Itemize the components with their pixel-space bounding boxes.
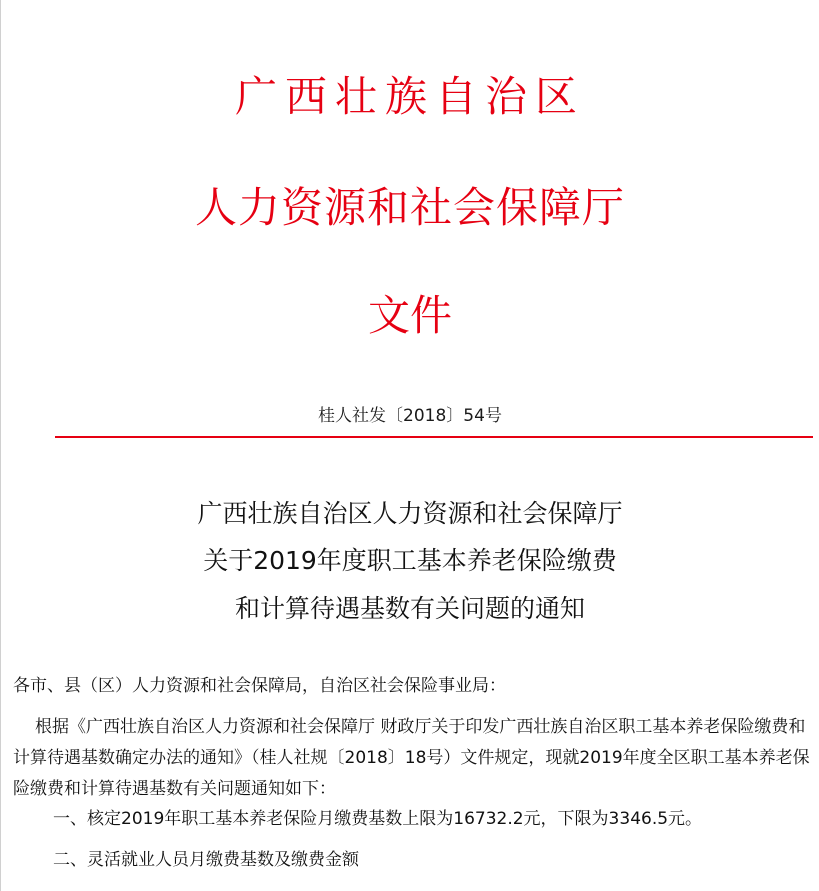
list-item-1: 一、核定2019年职工基本养老保险月缴费基数上限为16732.2元，下限为3346.5元。 (53, 809, 703, 829)
notice-title-line2: 关于2019年度职工基本养老保险缴费 (203, 546, 617, 575)
body-paragraph: 根据《广西壮族自治区人力资源和社会保障厅 财政厅关于印发广西壮族自治区职工基本养老保险缴费和计算待遇基数确定办法的通知》（桂人社规〔2018〕18号）文件规定，现就2019年度全区职工基本养老保险缴费和计算待遇基数有关问题通知如下： (13, 717, 810, 799)
red-divider-line (55, 436, 813, 438)
issuer-name-line1: 广西壮族自治区 (234, 72, 585, 121)
list-item-2: 二、灵活就业人员月缴费基数及缴费金额 (53, 850, 359, 870)
document-type-label: 文件 (367, 291, 452, 340)
notice-title-line3: 和计算待遇基数有关问题的通知 (234, 594, 585, 623)
notice-title-line1: 广西壮族自治区人力资源和社会保障厅 (197, 499, 623, 528)
document-number: 桂人社发〔2018〕54号 (318, 406, 502, 426)
salutation: 各市、县（区）人力资源和社会保障局，自治区社会保险事业局： (13, 676, 506, 696)
issuer-name-line2: 人力资源和社会保障厅 (194, 183, 625, 232)
